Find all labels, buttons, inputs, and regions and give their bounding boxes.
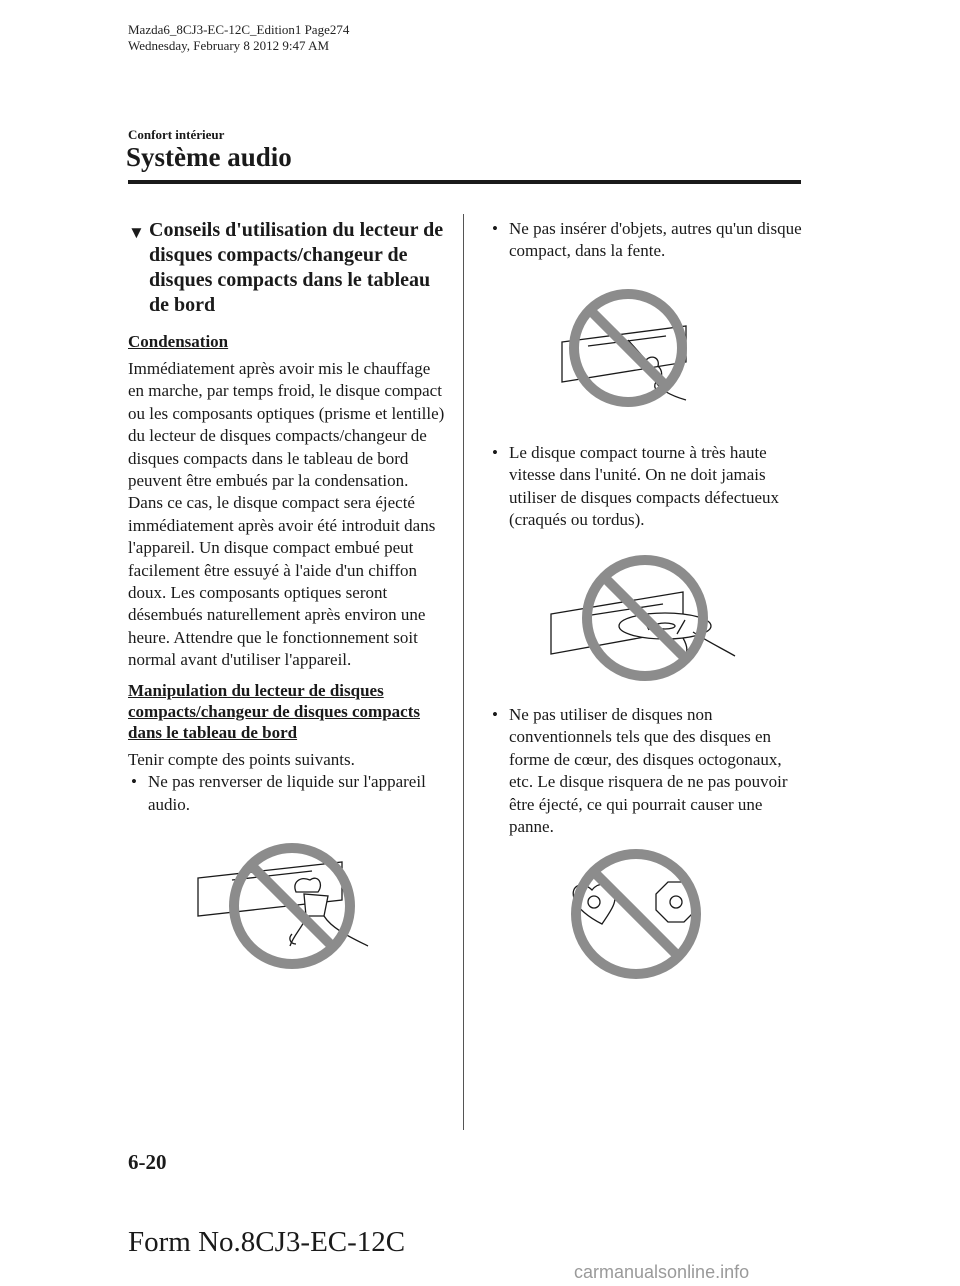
- print-header-line-1: Mazda6_8CJ3-EC-12C_Edition1 Page274: [128, 22, 350, 37]
- bullet-damaged-disc: [489, 442, 807, 532]
- print-header-line-2: Wednesday, February 8 2012 9:47 AM: [128, 38, 330, 53]
- bullet-text: Ne pas utiliser de disques non conventionnels tels que des disques en forme de cœur, des disques octogonaux, etc. Le disque risquera de ne pas pouvoir être éjecté, ce qui pourrait causer une panne.: [509, 705, 788, 837]
- title-rule: [128, 180, 801, 184]
- left-column: [128, 218, 446, 816]
- bullet-text: Ne pas insérer d'objets, autres qu'un disque compact, dans la fente.: [509, 219, 802, 261]
- page-number: 6-20: [128, 1150, 167, 1174]
- section-label: Confort intérieur: [128, 127, 225, 142]
- right-column: [489, 218, 807, 263]
- bullet-icon: •: [492, 705, 498, 724]
- page-title: Système audio: [126, 142, 292, 172]
- bullet-no-objects: [489, 218, 807, 263]
- bullet-damaged-disc-block: [489, 442, 807, 532]
- odd-shaped-discs-illustration: [568, 846, 716, 986]
- bullet-odd-shaped-disc: [489, 704, 807, 838]
- damaged-disc-illustration: [545, 548, 745, 688]
- print-header: [128, 22, 349, 54]
- handling-intro: Tenir compte des points suivants.: [128, 749, 355, 769]
- sub-heading-text: Conseils d'utilisation du lecteur de disques compacts/changeur de disques compacts dans le tableau de bord: [149, 219, 444, 316]
- condensation-paragraph: Immédiatement après avoir mis le chauffage en marche, par temps froid, le disque compact ou les composants optiques (prisme et lentille) du lecteur de disques compacts/changeur de disques compacts dans le tableau de bord peuvent être embués par la condensation. Dans ce cas, le disque compact sera éjecté immédiatement après avoir été introduit dans l'appareil. Un disque compact embué peut facilement être essuyé à l'aide d'un chiffon doux. Les composants optiques seront désembués naturellement après environ une heure. Attendre que le fonctionnement soit normal avant d'utiliser l'appareil.: [128, 359, 445, 670]
- watermark: carmanualsonline.info: [574, 1262, 750, 1282]
- bullet-icon: •: [131, 772, 137, 792]
- bullet-text: Ne pas renverser de liquide sur l'appareil audio.: [148, 772, 426, 814]
- no-liquid-illustration: [192, 834, 382, 984]
- bullet-odd-disc-block: [489, 704, 807, 838]
- bullet-text: Le disque compact tourne à très haute vitesse dans l'unité. On ne doit jamais utiliser de disques compacts défectueux (craqués ou tordus).: [509, 443, 780, 530]
- form-number: Form No.8CJ3-EC-12C: [128, 1226, 406, 1258]
- bullet-icon: •: [492, 443, 498, 462]
- sub-heading: [128, 218, 446, 318]
- condensation-heading: Condensation: [128, 332, 229, 351]
- bullet-no-liquid: [128, 771, 446, 816]
- no-foreign-object-illustration: [548, 284, 708, 414]
- handling-heading: Manipulation du lecteur de disques compacts/changeur de disques compacts dans le tableau de bord: [128, 680, 420, 742]
- bullet-icon: •: [492, 219, 498, 238]
- heading-triangle-icon: ▼: [128, 223, 145, 242]
- column-divider: [463, 214, 464, 1130]
